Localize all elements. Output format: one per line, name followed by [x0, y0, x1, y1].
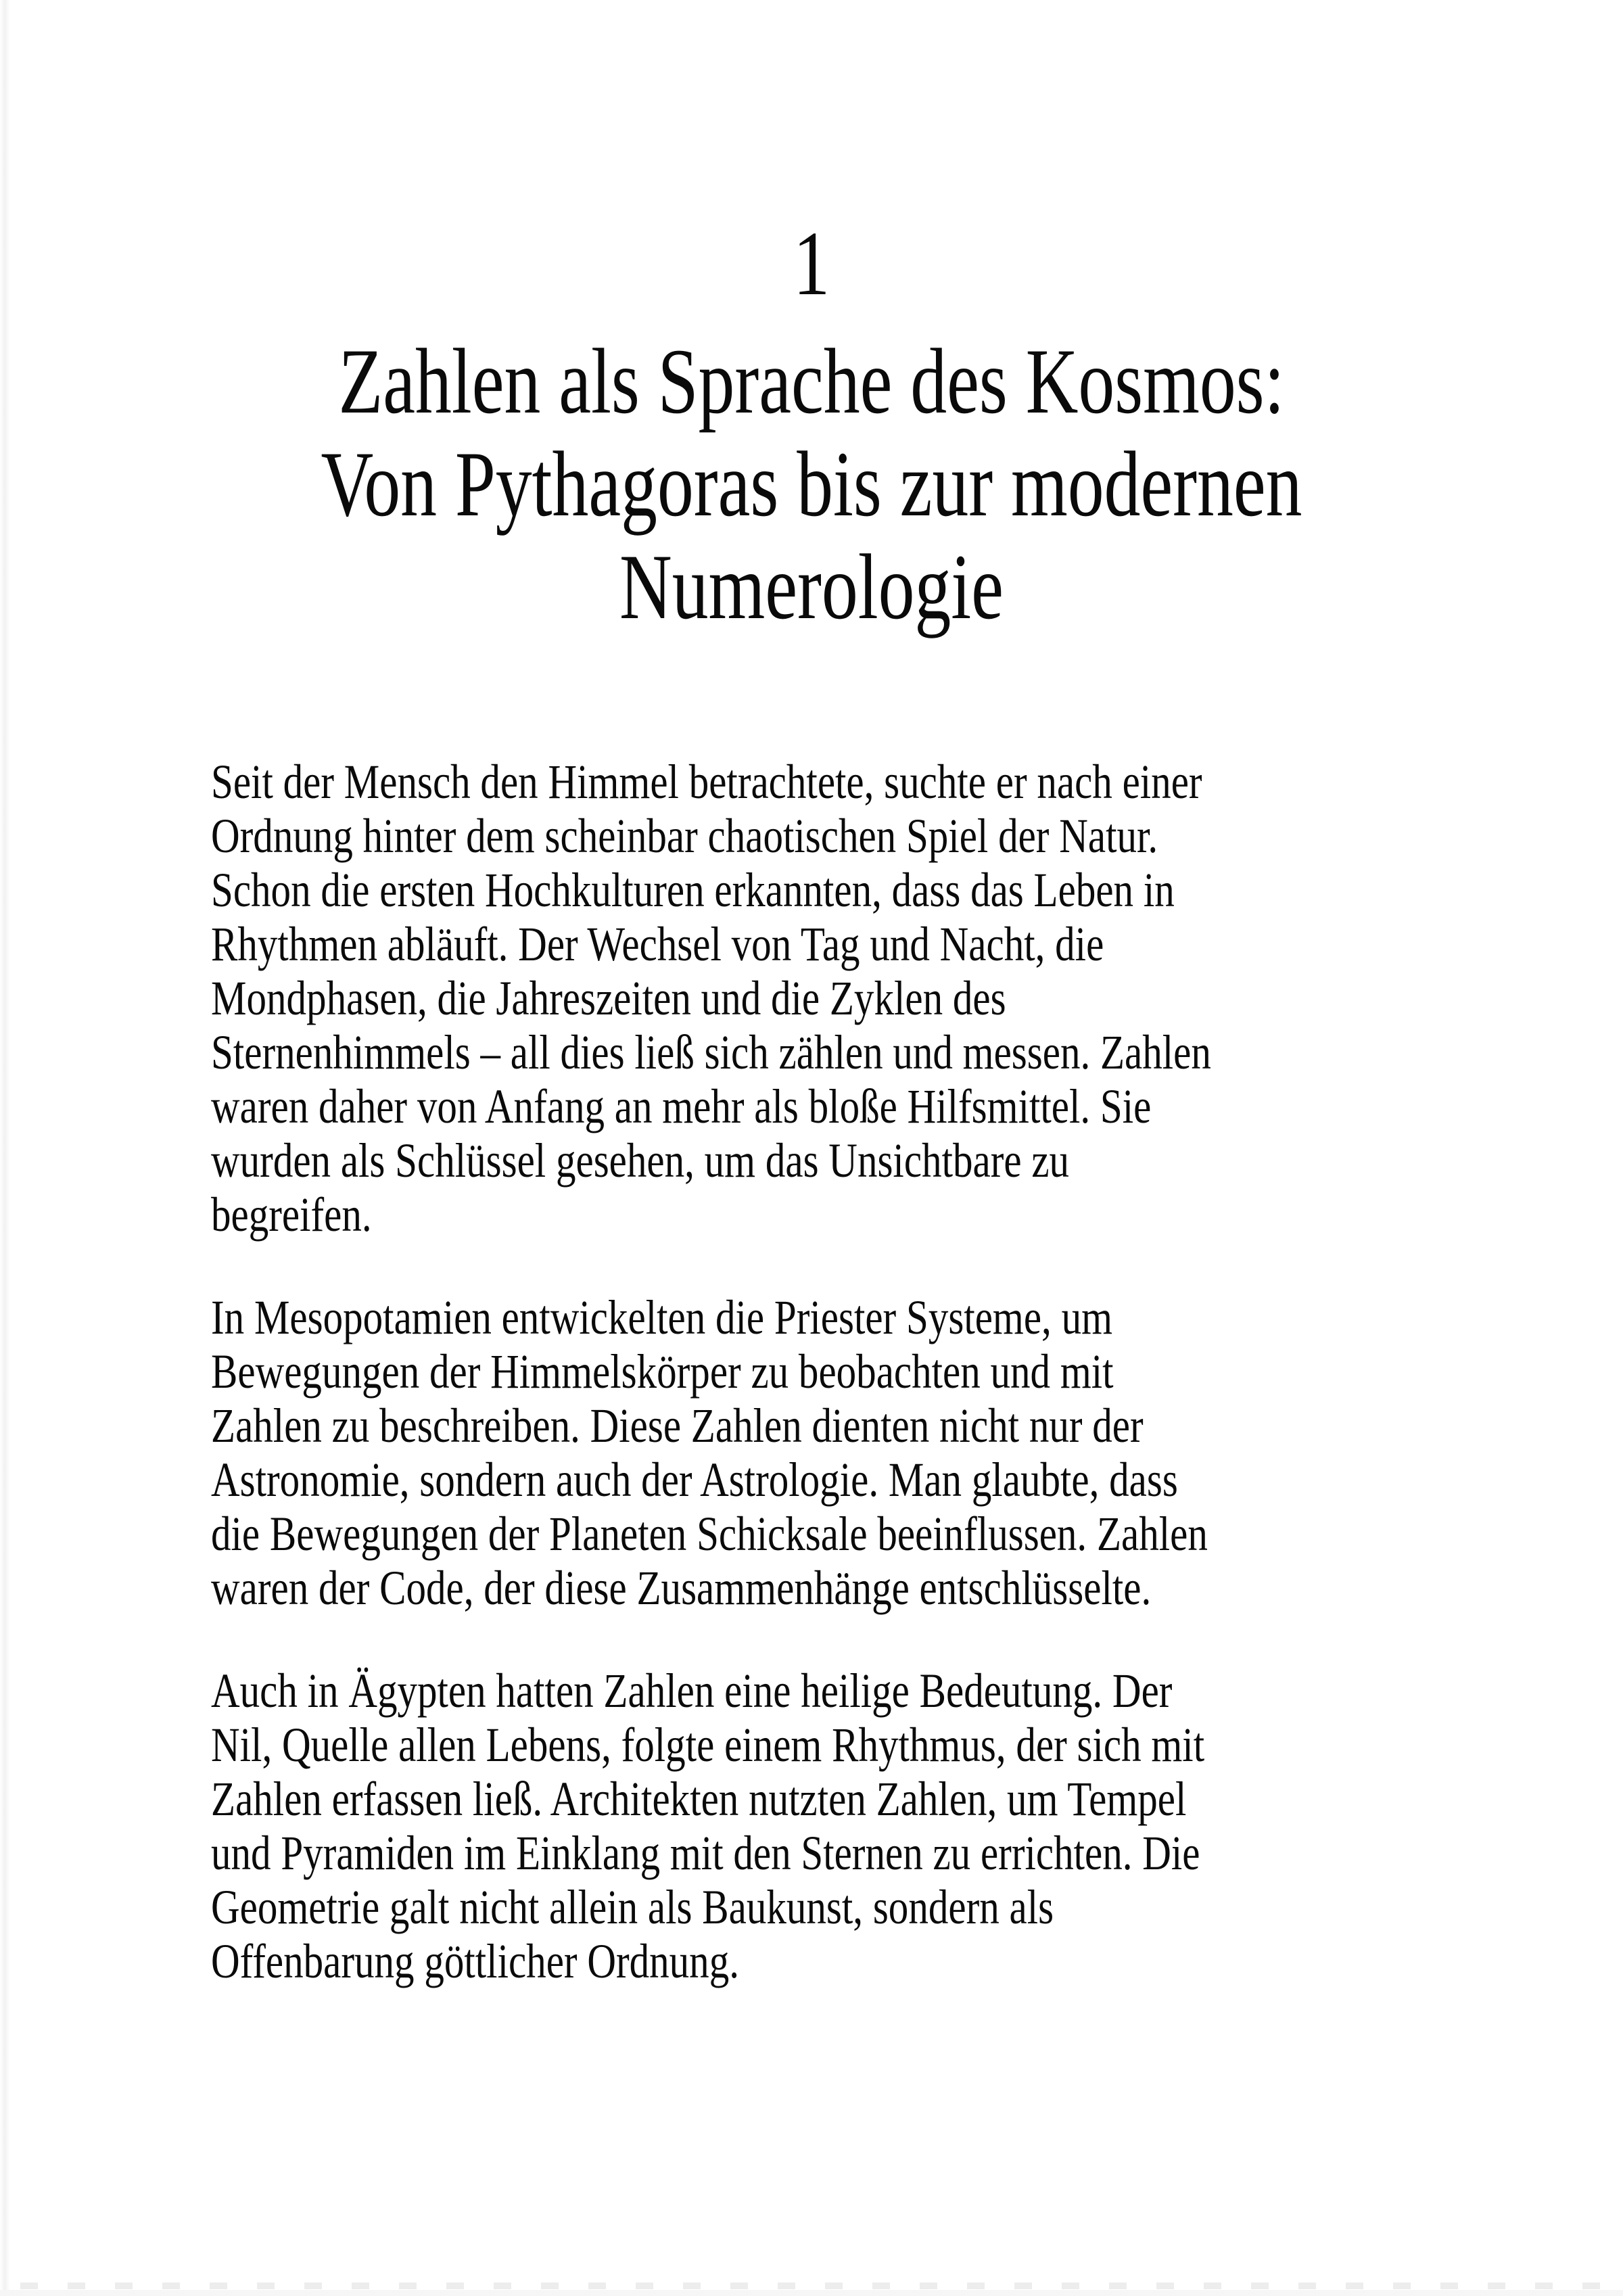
text-line: Seit der Mensch den Himmel betrachtete, suchte er nach einer — [211, 755, 1202, 809]
text-line: waren daher von Anfang an mehr als bloße Hilfsmittel. Sie — [211, 1079, 1152, 1133]
paragraph-1 — [211, 755, 1623, 1242]
chapter-title — [0, 330, 1623, 638]
text-line: Offenbarung göttlicher Ordnung. — [211, 1934, 739, 1988]
text-line: Rhythmen abläuft. Der Wechsel von Tag und Nacht, die — [211, 917, 1104, 971]
page-bottom-edge — [0, 2290, 1623, 2296]
text-line: Zahlen zu beschreiben. Diese Zahlen dienten nicht nur der — [211, 1399, 1144, 1453]
chapter-title-line: Von Pythagoras bis zur modernen — [321, 432, 1302, 536]
chapter-number-text: 1 — [793, 213, 830, 314]
text-line: Astronomie, sondern auch der Astrologie. Man glaubte, dass — [211, 1453, 1178, 1507]
text-line: wurden als Schlüssel gesehen, um das Unsichtbare zu — [211, 1133, 1070, 1188]
chapter-title-line: Zahlen als Sprache des Kosmos: — [338, 329, 1285, 433]
text-line: waren der Code, der diese Zusammenhänge entschlüsselte. — [211, 1561, 1152, 1615]
text-line: Sternenhimmels – all dies ließ sich zählen und messen. Zahlen — [211, 1025, 1211, 1079]
text-line: Bewegungen der Himmelskörper zu beobachten und mit — [211, 1344, 1114, 1399]
text-line: begreifen. — [211, 1188, 372, 1242]
chapter-body — [211, 755, 1623, 2037]
text-line: Ordnung hinter dem scheinbar chaotischen Spiel der Natur. — [211, 809, 1158, 863]
chapter-number — [0, 213, 1623, 314]
text-line: Zahlen erfassen ließ. Architekten nutzten Zahlen, um Tempel — [211, 1772, 1187, 1826]
text-line: In Mesopotamien entwickelten die Priester Systeme, um — [211, 1290, 1113, 1344]
text-line: Nil, Quelle allen Lebens, folgte einem Rhythmus, der sich mit — [211, 1718, 1205, 1772]
text-line: und Pyramiden im Einklang mit den Sternen zu errichten. Die — [211, 1826, 1200, 1880]
text-line: die Bewegungen der Planeten Schicksale beeinflussen. Zahlen — [211, 1507, 1208, 1561]
text-line: Auch in Ägypten hatten Zahlen eine heilige Bedeutung. Der — [211, 1664, 1173, 1718]
text-line: Schon die ersten Hochkulturen erkannten, dass das Leben in — [211, 863, 1175, 917]
paragraph-3 — [211, 1664, 1623, 1988]
reader-progress-ticks — [20, 2282, 1623, 2289]
text-line: Mondphasen, die Jahreszeiten und die Zyklen des — [211, 971, 1006, 1025]
paragraph-2 — [211, 1290, 1623, 1615]
chapter-title-line: Numerologie — [619, 535, 1004, 638]
text-line: Geometrie galt nicht allein als Baukunst, sondern als — [211, 1880, 1054, 1934]
